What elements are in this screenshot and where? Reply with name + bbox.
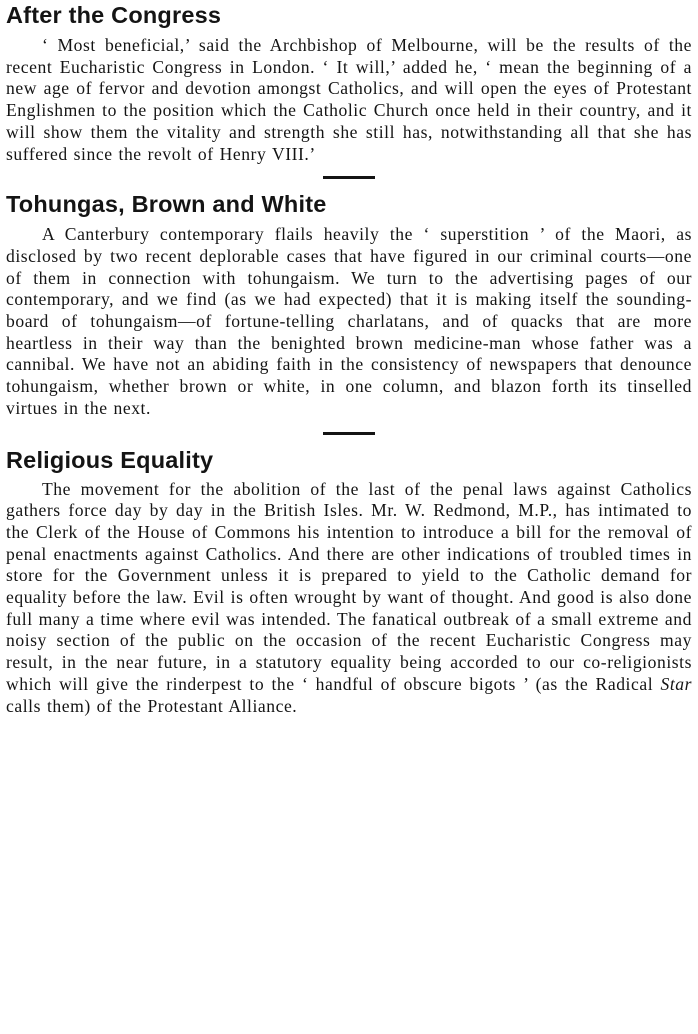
article-body-text: The movement for the abolition of the last of the penal laws against Catholics gathers force day by day in the British Isles. Mr. W. Redmond, M.P., has intimated to the Clerk of the House of Commons his intention to introduce a bill for the removal of penal enactments against Catholics. And there are other indications of troubled times in store for the Government unless it is prepared to yield to the Catholic demand for equality before the law. Evil is often wrought by want of thought. And good is also done full many a time where evil was intended. The fanatical outbreak of a small extreme and noisy section of the public on the occasion of the recent Eucharistic Congress may result, in the near future, in a statutory equality being accorded to our co-religionists which will give the rinderpest to the ‘ handful of obscure bigots ’ (as the Radical [6, 478, 692, 694]
article-body: A Canterbury contemporary flails heavily the ‘ superstition ’ of the Maori, as disclosed by two recent deplorable cases that have figured in our criminal courts—one of them in connection with tohungaism. We turn to the advertising pages of our contemporary, and we find (as we had expected) that it is making itself the sounding-board of tohungaism—of fortune-telling charlatans, and of quacks that are more heartless in their way than the benighted brown medicine-man whose father was a cannibal. We have not an abiding faith in the consistency of newspapers that denounce tohungaism, whether brown or white, in one column, and blazon forth its tinselled virtues in the next. [6, 224, 692, 418]
section-divider [323, 176, 375, 179]
section-divider [323, 432, 375, 435]
article-religious-equality [6, 447, 692, 718]
article-headline: Tohungas, Brown and White [6, 191, 327, 218]
article-headline: Religious Equality [6, 446, 214, 473]
article-after-the-congress [6, 2, 692, 165]
article-tohungas-brown-and-white [6, 191, 692, 419]
article-body [6, 479, 692, 718]
newspaper-title: Star [660, 673, 692, 694]
article-headline: After the Congress [6, 2, 222, 28]
article-body-text: calls them) of the Protestant Alliance. [6, 695, 298, 716]
article-body: ‘ Most beneficial,’ said the Archbishop of Melbourne, will be the results of the recent Eucharistic Congress in London. ‘ It will,’ added he, ‘ mean the beginning of a new age of fervor and devotion amongst Catholics, and will open the eyes of Protestant Englishmen to the position which the Catholic Church once held in their country, and it will show them the vitality and strength she still has, notwithstanding all that she has suffered since the revolt of Henry VIII.’ [6, 35, 692, 164]
